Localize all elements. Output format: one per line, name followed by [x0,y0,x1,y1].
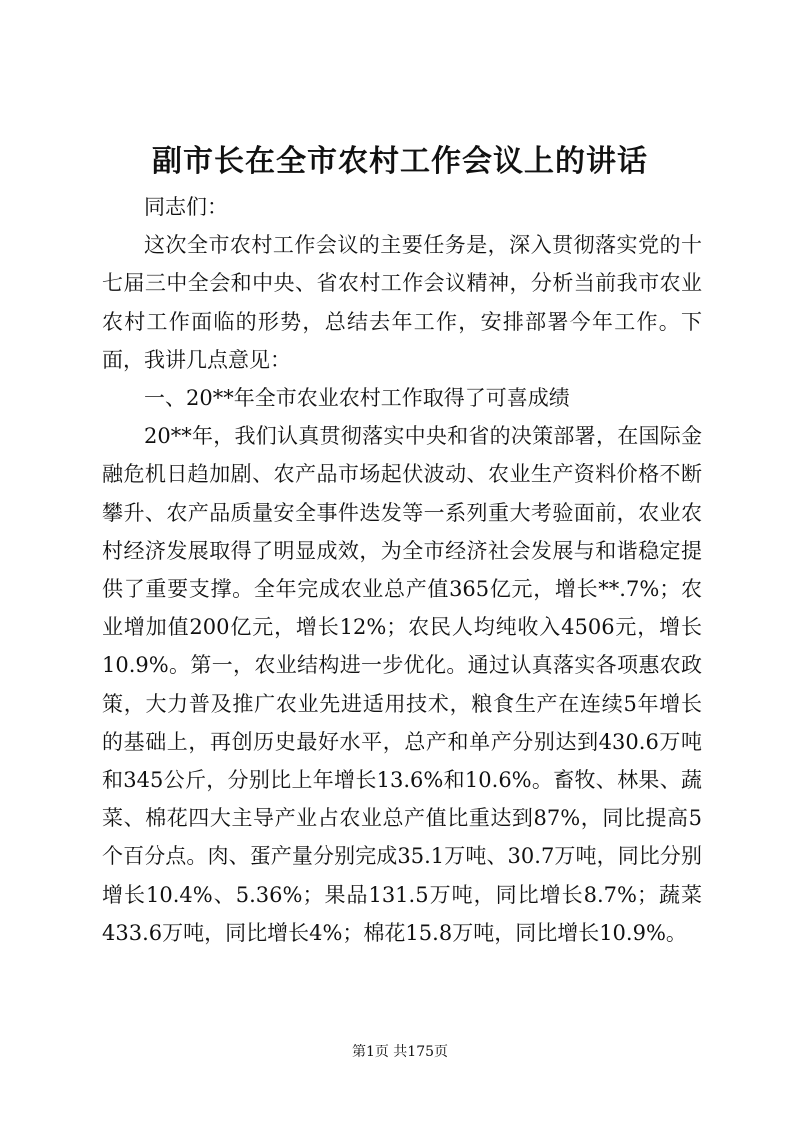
salutation: 同志们： [144,195,228,219]
page-number-footer: 第1页 共175页 [351,1044,449,1060]
document-body [102,188,702,952]
section-heading: 一、20**年全市农业农村工作取得了可喜成绩 [144,386,570,411]
paragraph-achievements: 20**年，我们认真贯彻落实中央和省的决策部署，在国际金融危机日趋加剧、农产品市场起伏波动、农业生产资料价格不断攀升、农产品质量安全事件迭发等一系列重大考验面前，农业农村经济发展取得了明显成效，为全市经济社会发展与和谐稳定提供了重要支撑。全年完成农业总产值365亿元，增长**.7%；农业增加值200亿元，增长12%；农民人均纯收入4506元，增长10.9%。第一，农业结构进一步优化。通过认真落实各项惠农政策，大力普及推广农业先进适用技术，粮食生产在连续5年增长的基础上，再创历史最好水平，总产和单产分别达到430.6万吨和345公斤，分别比上年增长13.6%和10.6%。畜牧、林果、蔬菜、棉花四大主导产业占农业总产值比重达到87%，同比提高5个百分点。肉、蛋产量分别完成35.1万吨、30.7万吨，同比分别增长10.4%、5.36%；果品131.5万吨，同比增长8.7%；蔬菜433.6万吨，同比增长4%；棉花15.8万吨，同比增长10.9%。 [102,424,702,945]
document-title: 副市长在全市农村工作会议上的讲话 [152,144,648,179]
paragraph-intro: 这次全市农村工作会议的主要任务是，深入贯彻落实党的十七届三中全会和中央、省农村工作会议精神，分析当前我市农业农村工作面临的形势，总结去年工作，安排部署今年工作。下面，我讲几点意见： [102,233,702,372]
